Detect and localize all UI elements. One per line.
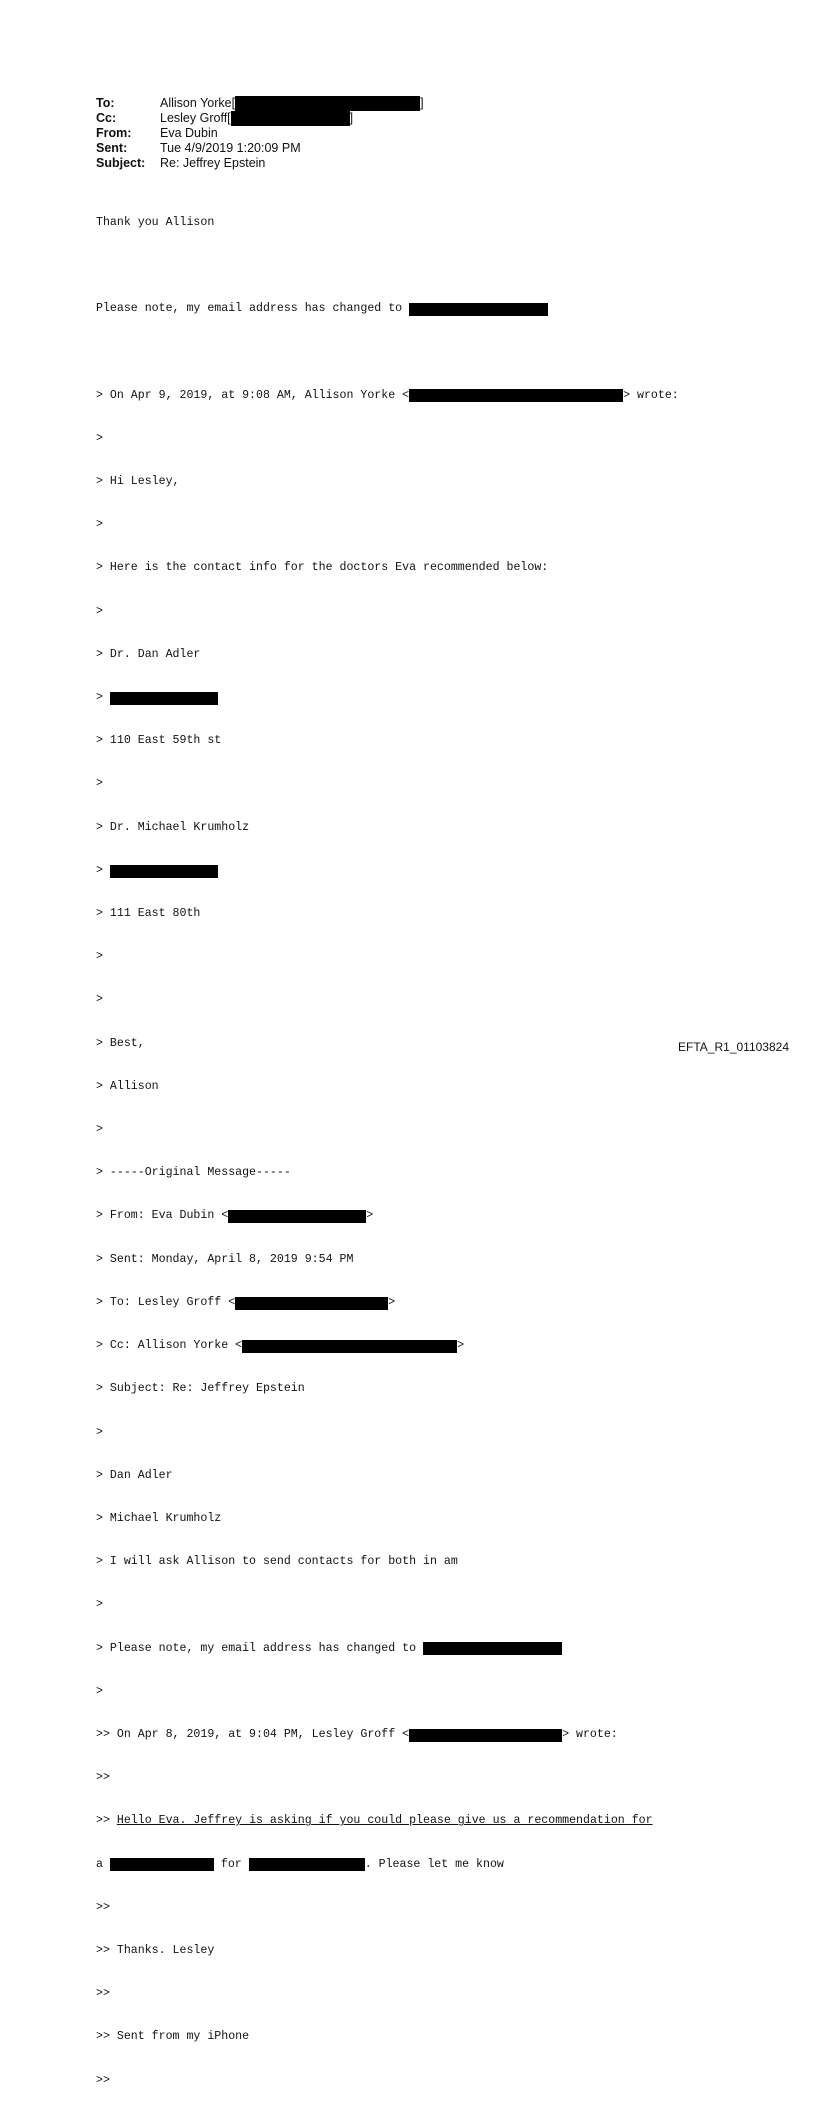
subject-label: Subject:: [96, 156, 146, 170]
body-line: > Dr. Michael Krumholz: [96, 820, 250, 834]
from-label: From:: [96, 126, 132, 140]
body-line: > Michael Krumholz: [96, 1511, 222, 1525]
body-line: >: [96, 1684, 103, 1698]
body-line: >>: [96, 2073, 110, 2087]
redaction-block: [231, 111, 350, 126]
redaction-block: [228, 1210, 366, 1223]
body-line: >: [96, 691, 679, 705]
body-line: > Dan Adler: [96, 1468, 173, 1482]
to-label: To:: [96, 96, 115, 110]
sent-row: [96, 141, 424, 156]
redaction-block: [242, 1340, 457, 1353]
redaction-block: [235, 96, 420, 111]
body-line: > Please note, my email address has changed to: [96, 1642, 679, 1656]
body-line: > Cc: Allison Yorke < >: [96, 1339, 465, 1353]
body-line: >: [96, 950, 103, 964]
redaction-block: [110, 1858, 214, 1871]
body-line: > Dr. Dan Adler: [96, 647, 201, 661]
body-line: > To: Lesley Groff < >: [96, 1295, 396, 1309]
body-line: > Subject: Re: Jeffrey Epstein: [96, 1382, 305, 1396]
body-line: > Allison: [96, 1079, 159, 1093]
body-line: >> Thanks. Lesley: [96, 1943, 215, 1957]
to-row: [96, 96, 424, 111]
body-line: > I will ask Allison to send contacts for both in am: [96, 1555, 458, 1569]
redaction-block: [110, 865, 218, 878]
body-line: >: [96, 1425, 103, 1439]
body-line: >: [96, 993, 103, 1007]
body-line: Thank you Allison: [96, 215, 215, 229]
body-line: > Best,: [96, 1036, 145, 1050]
sent-label: Sent:: [96, 141, 128, 155]
body-line: > From: Eva Dubin < >: [96, 1209, 374, 1223]
redaction-block: [409, 1729, 562, 1742]
redaction-block: [409, 389, 623, 402]
email-body: [96, 187, 679, 2102]
body-line: >: [96, 431, 103, 445]
body-line: >> Sent from my iPhone: [96, 2030, 250, 2044]
body-line: >: [96, 518, 103, 532]
email-header: [96, 96, 424, 171]
body-line: >> Hello Eva. Jeffrey is asking if you could please give us a recommendation for: [96, 1814, 653, 1828]
cc-label: Cc:: [96, 111, 117, 125]
body-line: >: [96, 604, 103, 618]
body-line: > On Apr 9, 2019, at 9:08 AM, Allison Yorke < > wrote:: [96, 388, 679, 402]
body-line: > Sent: Monday, April 8, 2019 9:54 PM: [96, 1252, 354, 1266]
body-line: >>: [96, 1900, 110, 1914]
subject-value: Re: Jeffrey Epstein: [160, 156, 266, 170]
to-bracket-close: ]: [420, 96, 424, 110]
sent-value: Tue 4/9/2019 1:20:09 PM: [160, 141, 301, 155]
body-line: >: [96, 1598, 103, 1612]
body-line: >>: [96, 1771, 110, 1785]
to-value: Allison Yorke: [160, 96, 232, 110]
body-line: > -----Original Message-----: [96, 1166, 291, 1180]
cc-bracket-close: ]: [349, 111, 354, 125]
body-line: > Hi Lesley,: [96, 475, 180, 489]
cc-value: Lesley Groff: [160, 111, 228, 125]
body-line: a for . Please let me know: [96, 1857, 504, 1871]
body-line: > Here is the contact info for the doctors Eva recommended below:: [96, 561, 549, 575]
from-value: Eva Dubin: [160, 126, 218, 140]
body-line: >: [96, 1123, 103, 1137]
body-line: >> On Apr 8, 2019, at 9:04 PM, Lesley Groff < > wrote:: [96, 1727, 618, 1741]
body-line: >>: [96, 1987, 110, 2001]
redaction-block: [423, 1642, 562, 1655]
body-line: > 111 East 80th: [96, 907, 201, 921]
redaction-block: [409, 303, 548, 316]
cc-row: [96, 111, 424, 126]
redaction-block: [110, 692, 218, 705]
subject-row: [96, 156, 424, 171]
redaction-block: [235, 1297, 388, 1310]
body-line: > 110 East 59th st: [96, 734, 222, 748]
document-id: EFTA_R1_01103824: [678, 1040, 789, 1054]
body-line: >: [96, 864, 679, 878]
body-line: Please note, my email address has changed to: [96, 302, 679, 316]
from-row: [96, 126, 424, 141]
body-line: >: [96, 777, 103, 791]
redaction-block: [249, 1858, 365, 1871]
to-bracket-open: [: [231, 96, 236, 110]
cc-bracket-open: [: [227, 111, 231, 125]
